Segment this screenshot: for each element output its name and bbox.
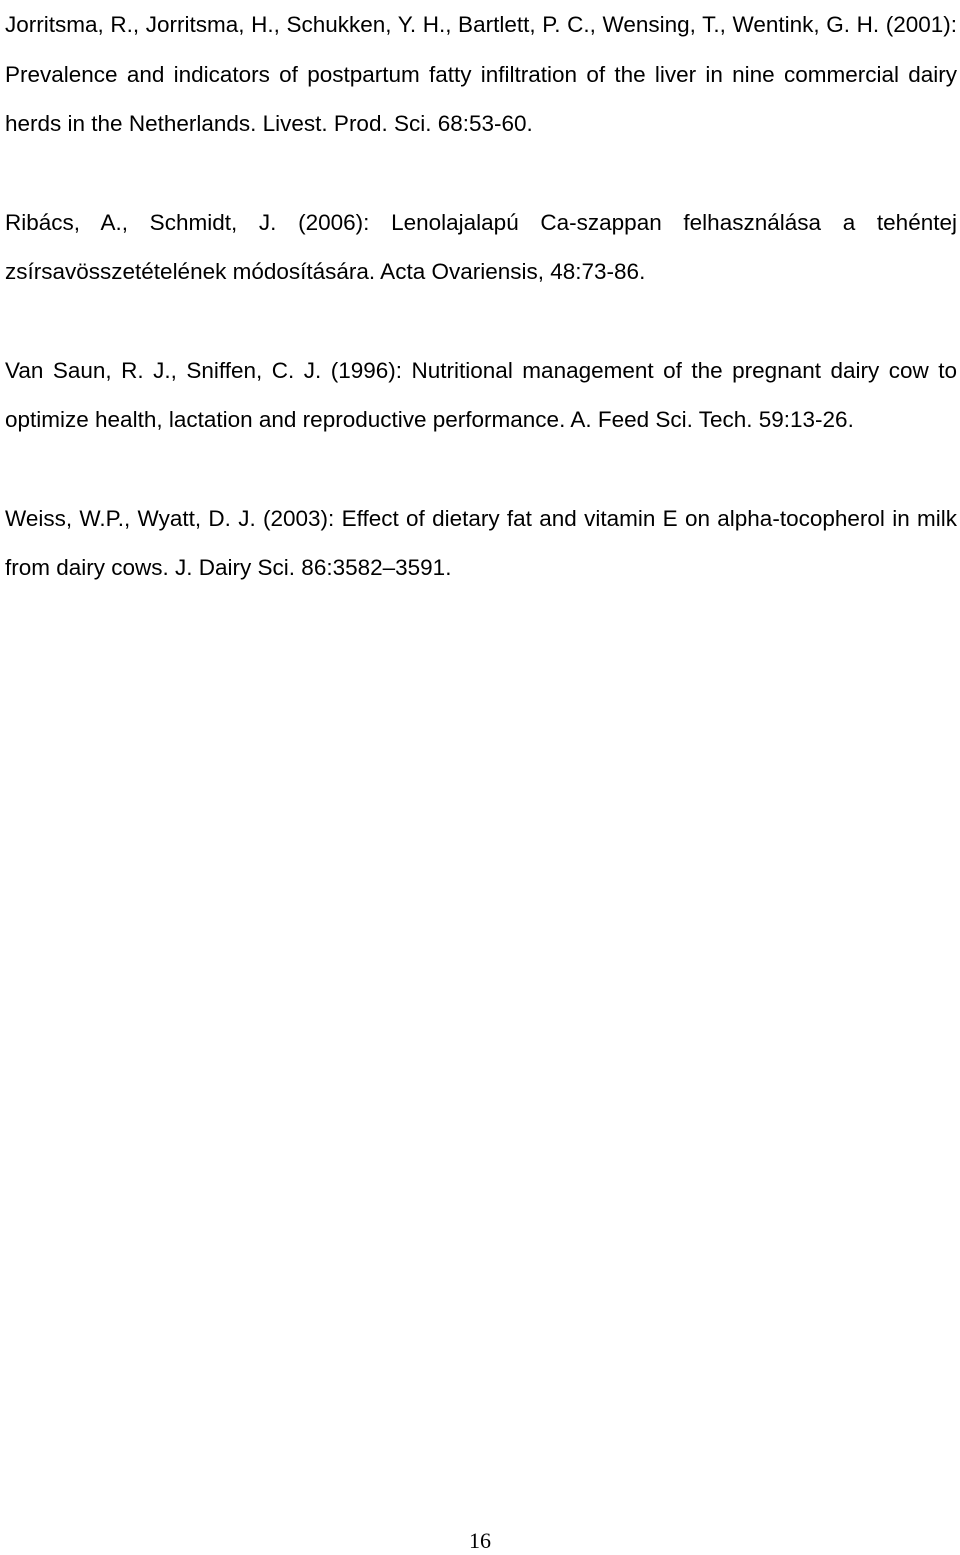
- page-number: 16: [469, 1528, 491, 1553]
- reference-jorritsma-2001: Jorritsma, R., Jorritsma, H., Schukken, Y. H., Bartlett, P. C., Wensing, T., Wentink, G. H. (2001): Prevalence and indicators of postpartum fatty infiltration of the liver in nine commercial dairy herds in the Netherlands. Livest. Prod. Sci. 68:53-60.: [5, 12, 957, 136]
- reference-van-saun-1996: Van Saun, R. J., Sniffen, C. J. (1996): Nutritional management of the pregnant dairy cow to optimize health, lactation and reproductive performance. A. Feed Sci. Tech. 59:13-26.: [5, 357, 957, 432]
- reference-list: [5, 0, 957, 642]
- reference-ribacs-2006: Ribács, A., Schmidt, J. (2006): Lenolajalapú Ca-szappan felhasználása a tehéntej zsírsavösszetételének módosítására. Acta Ovariensis, 48:73-86.: [5, 209, 957, 284]
- reference-weiss-2003: Weiss, W.P., Wyatt, D. J. (2003): Effect of dietary fat and vitamin E on alpha-tocopherol in milk from dairy cows. J. Dairy Sci. 86:3582–3591.: [5, 505, 957, 580]
